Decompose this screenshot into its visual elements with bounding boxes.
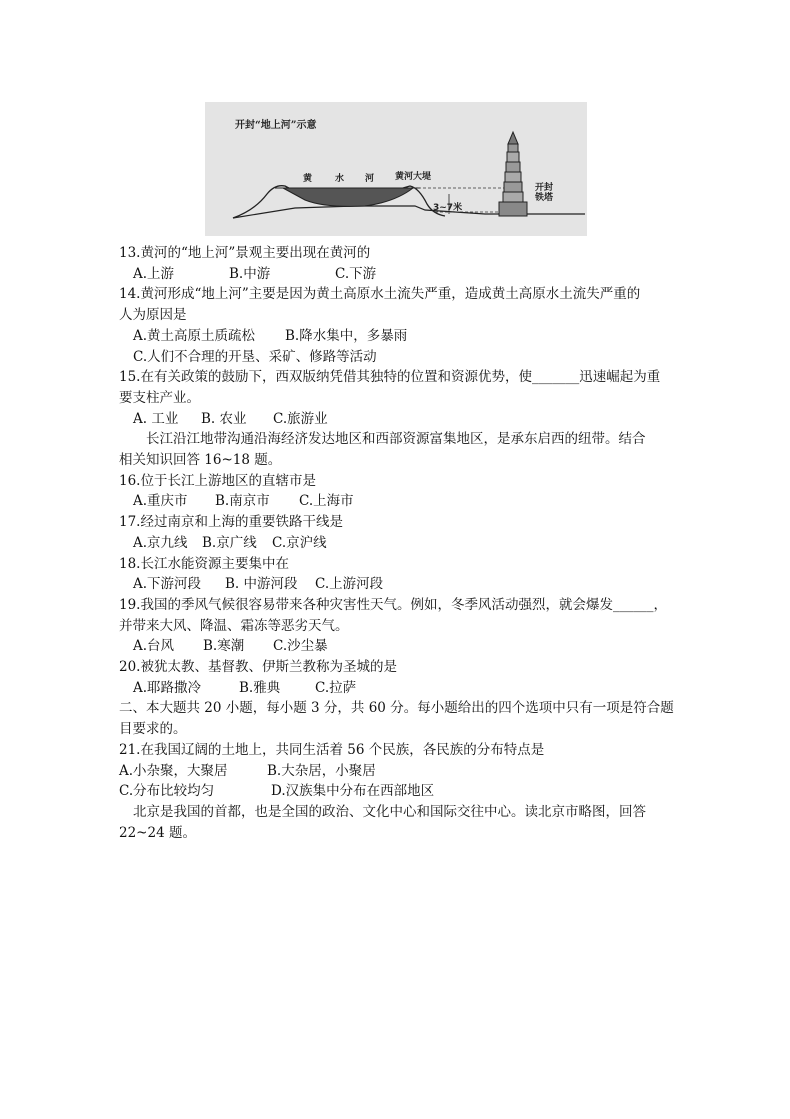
q13-option-b: B.中游 xyxy=(229,265,271,282)
q15-options xyxy=(119,409,679,430)
q19-option-b: B.寒潮 xyxy=(203,638,245,655)
label-huang: 黄 xyxy=(303,174,313,184)
question-text xyxy=(119,243,679,843)
q20-option-c: C.拉萨 xyxy=(315,679,357,696)
q18-option-a: A.下游河段 xyxy=(133,576,202,593)
q16-option-a: A.重庆市 xyxy=(133,493,188,510)
passage-yangtze-cont: 相关知识回答 16~18 题。 xyxy=(119,452,282,469)
q13-option-a: A.上游 xyxy=(133,265,175,282)
q21-options-ab xyxy=(119,761,679,782)
q17-option-c: C.京沪线 xyxy=(272,534,327,551)
q15-option-c: C.旅游业 xyxy=(273,410,328,427)
figure-title: 开封“地上河”示意 xyxy=(235,120,317,131)
q21-option-a: A.小杂聚，大聚居 xyxy=(119,762,228,779)
q21-options-cd xyxy=(119,781,679,802)
q16-options xyxy=(119,491,679,512)
q14-option-c: C.人们不合理的开垦、采矿、修路等活动 xyxy=(133,348,377,365)
q16-stem: 16.位于长江上游地区的直辖市是 xyxy=(119,472,316,489)
label-dike: 黄河大堤 xyxy=(395,172,432,182)
cross-section-illustration xyxy=(205,102,587,236)
q13-options xyxy=(119,264,679,285)
q17-stem: 17.经过南京和上海的重要铁路干线是 xyxy=(119,514,343,531)
q19-option-a: A.台风 xyxy=(133,638,175,655)
q18-options xyxy=(119,574,679,595)
yellow-river-diagram xyxy=(205,102,587,236)
passage-beijing-cont: 22~24 题。 xyxy=(119,824,196,841)
q15-stem-cont: 要支柱产业。 xyxy=(119,389,200,406)
section-two-header: 二、本大题共 20 小题，每小题 3 分，共 60 分。每小题给出的四个选项中只有一项是符合题 xyxy=(119,700,674,717)
label-kaifeng: 开封 xyxy=(535,183,554,193)
passage-beijing: 北京是我国的首都，也是全国的政治、文化中心和国际交往中心。读北京市略图，回答 xyxy=(133,803,646,820)
q15-stem: 15.在有关政策的鼓励下，西双版纳凭借其独特的位置和资源优势，使_______迅速崛起为重 xyxy=(119,369,661,386)
q21-option-b: B.大杂居，小聚居 xyxy=(267,762,376,779)
q21-option-d: D.汉族集中分布在西部地区 xyxy=(271,783,435,800)
q20-option-a: A.耶路撒冷 xyxy=(133,679,202,696)
q16-option-c: C.上海市 xyxy=(299,493,354,510)
q21-stem: 21.在我国辽阔的土地上，共同生活着 56 个民族，各民族的分布特点是 xyxy=(119,741,545,758)
q19-option-c: C.沙尘暴 xyxy=(273,638,328,655)
passage-yangtze: 长江沿江地带沟通沿海经济发达地区和西部资源富集地区，是承东启西的纽带。结合 xyxy=(146,431,646,448)
q14-option-a: A.黄土高原土质疏松 xyxy=(133,327,256,344)
q18-option-b: B. 中游河段 xyxy=(225,576,298,593)
q16-option-b: B.南京市 xyxy=(215,493,270,510)
q17-option-a: A.京九线 xyxy=(133,534,188,551)
q17-option-b: B.京广线 xyxy=(202,534,257,551)
q13-option-c: C.下游 xyxy=(335,265,377,282)
height-label: 3~7米 xyxy=(433,203,463,213)
q19-options xyxy=(119,636,679,657)
q18-stem: 18.长江水能资源主要集中在 xyxy=(119,555,289,572)
section-two-header-cont: 目要求的。 xyxy=(119,721,187,738)
q19-stem-cont: 并带来大风、降温、霜冻等恶劣天气。 xyxy=(119,617,349,634)
q15-option-a: A. 工业 xyxy=(133,410,179,427)
q14-stem-cont: 人为原因是 xyxy=(119,307,187,324)
q18-option-c: C.上游河段 xyxy=(315,576,384,593)
label-he: 河 xyxy=(365,174,375,184)
q15-option-b: B. 农业 xyxy=(201,410,247,427)
q20-stem: 20.被犹太教、基督教、伊斯兰教称为圣城的是 xyxy=(119,659,397,676)
q19-stem: 19.我国的季风气候很容易带来各种灾害性天气。例如，冬季风活动强烈，就会爆发______， xyxy=(119,596,667,613)
label-tower: 铁塔 xyxy=(535,193,554,203)
q14-stem: 14.黄河形成“地上河”主要是因为黄土高原水土流失严重，造成黄土高原水土流失严重的 xyxy=(119,286,641,303)
q14-option-b: B.降水集中，多暴雨 xyxy=(285,327,408,344)
q20-options xyxy=(119,678,679,699)
iron-pagoda-icon xyxy=(499,132,527,216)
q20-option-b: B.雅典 xyxy=(239,679,281,696)
q14-options-ab xyxy=(119,326,679,347)
q17-options xyxy=(119,533,679,554)
label-shui: 水 xyxy=(335,174,345,184)
q13-stem: 13.黄河的“地上河”景观主要出现在黄河的 xyxy=(119,245,371,261)
q21-option-c: C.分布比较均匀 xyxy=(119,783,215,800)
